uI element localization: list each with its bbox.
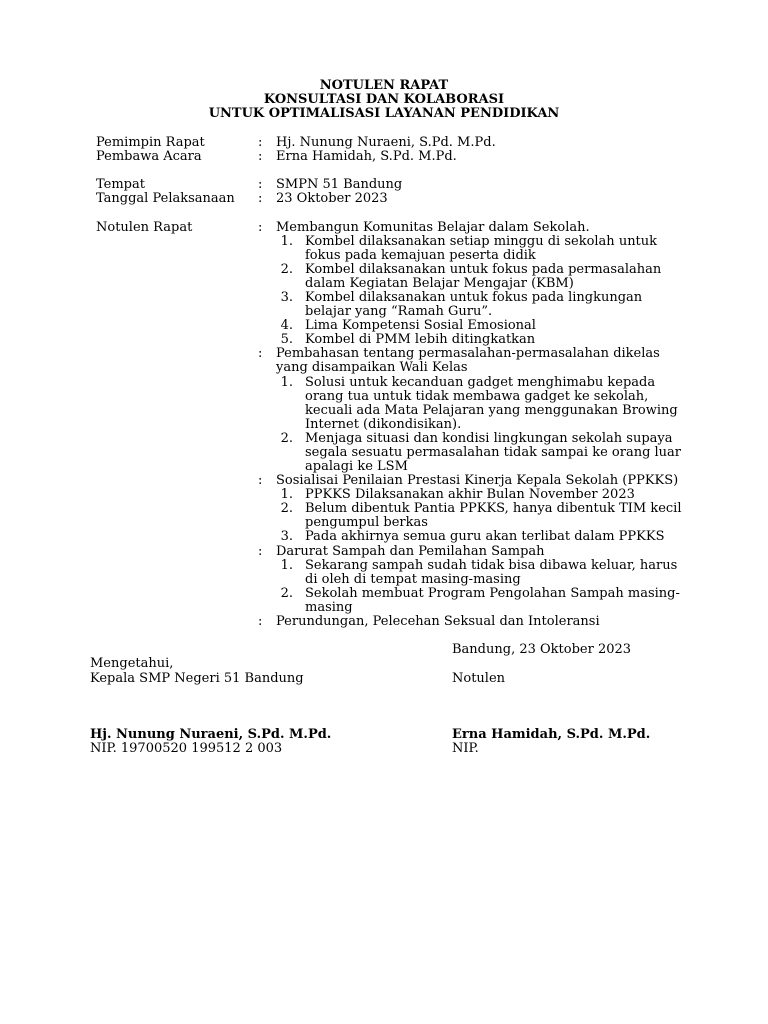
right-signer-name: Erna Hamidah, S.Pd. M.Pd. (452, 727, 651, 742)
colon: : (258, 220, 263, 235)
list-item-line: kecuali ada Mata Pelajaran yang menggunakan Browing (305, 403, 678, 418)
list-item-line: segala sesuatu permasalahan tidak sampai ke orang luar (305, 445, 682, 460)
document-title-line-1: NOTULEN RAPAT (319, 78, 449, 93)
list-item-line: Internet (dikondisikan). (305, 417, 462, 432)
list-item-line: Menjaga situasi dan kondisi lingkungan sekolah supaya (305, 431, 673, 446)
agenda-heading: Darurat Sampah dan Pemilahan Sampah (276, 544, 545, 559)
list-item-line: fokus pada kemajuan peserta didik (305, 248, 536, 263)
list-number: 2. (280, 586, 293, 601)
list-item-line: di oleh di tempat masing-masing (305, 572, 521, 587)
tempat-value: SMPN 51 Bandung (276, 177, 403, 192)
list-item-line: dalam Kegiatan Belajar Mengajar (KBM) (305, 276, 574, 291)
tanggal-pelaksanaan-value: 23 Oktober 2023 (276, 191, 388, 206)
document-title-line-2: KONSULTASI DAN KOLABORASI (263, 92, 505, 107)
list-item-line: pengumpul berkas (305, 515, 428, 530)
colon: : (258, 473, 263, 488)
colon: : (258, 191, 263, 206)
list-number: 3. (280, 529, 293, 544)
agenda-heading: Membangun Komunitas Belajar dalam Sekolah. (276, 220, 590, 235)
list-number: 2. (280, 262, 293, 277)
right-signer-nip: NIP. (452, 741, 479, 756)
agenda-heading: Pembahasan tentang permasalahan-permasalahan dikelas (276, 346, 660, 361)
list-item-line: Kombel di PMM lebih ditingkatkan (305, 332, 536, 347)
list-item-line: Kombel dilaksanakan untuk fokus pada lingkungan (305, 290, 643, 305)
pembawa-acara-value: Erna Hamidah, S.Pd. M.Pd. (276, 149, 457, 164)
list-item-line: Solusi untuk kecanduan gadget menghimabu kepada (305, 375, 656, 390)
list-item-line: orang tua untuk tidak membawa gadget ke sekolah, (305, 389, 649, 404)
mengetahui-label: Mengetahui, (90, 656, 174, 671)
tempat-label: Tempat (96, 177, 145, 192)
list-number: 1. (280, 558, 293, 573)
left-signer-role: Kepala SMP Negeri 51 Bandung (90, 671, 304, 686)
list-item-line: Sekarang sampah sudah tidak bisa dibawa keluar, harus (305, 558, 678, 573)
pembawa-acara-label: Pembawa Acara (96, 149, 202, 164)
list-item-line: Sekolah membuat Program Pengolahan Sampah masing- (305, 586, 680, 601)
list-number: 1. (280, 375, 293, 390)
list-number: 1. (280, 234, 293, 249)
tanggal-pelaksanaan-label: Tanggal Pelaksanaan (96, 191, 235, 206)
agenda-heading: Sosialisai Penilaian Prestasi Kinerja Kepala Sekolah (PPKKS) (276, 473, 679, 488)
agenda-heading: yang disampaikan Wali Kelas (276, 360, 468, 375)
list-number: 2. (280, 431, 293, 446)
list-number: 5. (280, 332, 293, 347)
colon: : (258, 135, 263, 150)
list-item-line: Belum dibentuk Pantia PPKKS, hanya dibentuk TIM kecil (305, 501, 682, 516)
colon: : (258, 177, 263, 192)
colon: : (258, 544, 263, 559)
list-number: 2. (280, 501, 293, 516)
left-signer-nip: NIP. 19700520 199512 2 003 (90, 741, 283, 756)
list-number: 4. (280, 318, 293, 333)
colon: : (258, 149, 263, 164)
pemimpin-rapat-label: Pemimpin Rapat (96, 135, 205, 150)
list-item-line: Kombel dilaksanakan setiap minggu di sekolah untuk (305, 234, 658, 249)
list-item-line: belajar yang “Ramah Guru”. (305, 304, 493, 319)
colon: : (258, 346, 263, 361)
list-item-line: PPKKS Dilaksanakan akhir Bulan November 2023 (305, 487, 635, 502)
list-item-line: Pada akhirnya semua guru akan terlibat dalam PPKKS (305, 529, 665, 544)
list-item-line: masing (305, 600, 353, 615)
list-item-line: Kombel dilaksanakan untuk fokus pada permasalahan (305, 262, 662, 277)
place-date: Bandung, 23 Oktober 2023 (452, 642, 632, 657)
pemimpin-rapat-value: Hj. Nunung Nuraeni, S.Pd. M.Pd. (276, 135, 496, 150)
list-number: 1. (280, 487, 293, 502)
colon: : (258, 614, 263, 629)
list-number: 3. (280, 290, 293, 305)
list-item-line: Lima Kompetensi Sosial Emosional (305, 318, 536, 333)
notulen-rapat-label: Notulen Rapat (96, 220, 193, 235)
agenda-heading: Perundungan, Pelecehan Seksual dan Intoleransi (276, 614, 600, 629)
left-signer-name: Hj. Nunung Nuraeni, S.Pd. M.Pd. (90, 727, 332, 742)
right-signer-role: Notulen (452, 671, 506, 686)
document-title-line-3: UNTUK OPTIMALISASI LAYANAN PENDIDIKAN (208, 106, 560, 121)
list-item-line: apalagi ke LSM (305, 459, 408, 474)
